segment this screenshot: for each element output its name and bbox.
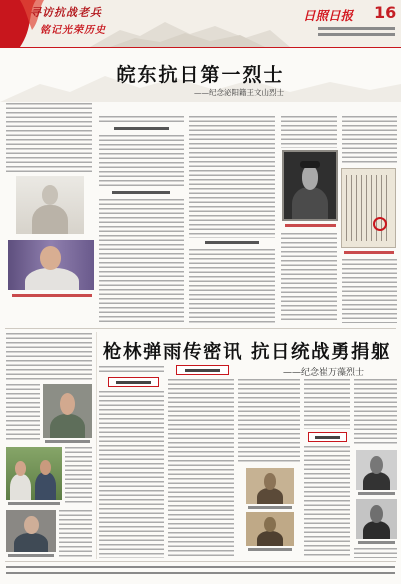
martyr-cap <box>300 161 321 168</box>
series-title-line2: 铭记光荣历史 <box>40 25 106 36</box>
article1-body-col4a <box>281 116 337 148</box>
photo-family-portrait-sepia <box>246 512 294 546</box>
photo-bw-portrait <box>356 499 397 539</box>
article2-boxed-subhead <box>176 365 229 375</box>
person-body <box>25 268 78 291</box>
article1-body-col3a <box>189 116 275 238</box>
document-handwriting <box>346 175 391 241</box>
person-body <box>363 472 391 490</box>
photo-caption <box>12 294 92 297</box>
boxed-subhead-text <box>315 436 341 439</box>
photo-caption <box>248 548 292 551</box>
person-body <box>35 472 56 500</box>
person-head <box>370 505 383 523</box>
page-number: 16 <box>374 3 397 22</box>
portrait-head <box>42 185 58 205</box>
person-head <box>40 460 51 475</box>
photo-bw-portrait <box>356 450 397 490</box>
article1-subhead <box>114 127 169 130</box>
portrait-body <box>32 205 67 234</box>
article2-body-col-b <box>168 379 234 558</box>
person-body <box>257 488 284 504</box>
photo-caption <box>8 502 60 505</box>
document-red-seal <box>373 217 387 231</box>
article2-body-col-e1 <box>354 379 397 446</box>
article1-headline: 皖东抗日第一烈士 <box>116 64 285 86</box>
article2-body-left-d <box>59 510 92 558</box>
photo-caption <box>358 492 395 495</box>
photo-martyr-portrait-sepia <box>246 468 294 504</box>
boxed-subhead-text <box>185 369 221 372</box>
page-header <box>0 0 401 47</box>
article2-body-left-a <box>6 333 92 380</box>
article1-body-col5b <box>342 259 397 323</box>
person-head <box>15 461 26 476</box>
article1-body-col5a <box>342 116 397 165</box>
article2-body-left-c <box>65 447 92 505</box>
article1-body-col3b <box>189 249 275 323</box>
photo-two-people-outdoors <box>6 447 62 500</box>
article1-body-col2b <box>99 135 184 188</box>
photo-historical-document <box>341 168 396 248</box>
person-head <box>370 456 383 474</box>
article1-subhead <box>112 191 170 194</box>
article2-body-left-b <box>6 384 40 442</box>
person-head <box>24 516 39 534</box>
column-divider <box>96 332 97 559</box>
footer-info-line <box>6 572 395 574</box>
article2-boxed-subhead <box>308 432 347 442</box>
article2-body-col-d2 <box>304 446 350 558</box>
article2-body-col-d1 <box>304 379 350 429</box>
photo-veteran-relative-seated <box>8 240 94 290</box>
person-head <box>264 473 276 490</box>
photo-caption <box>285 224 336 227</box>
martyr-head <box>302 165 319 189</box>
photo-caption <box>45 440 90 443</box>
series-title-line1: 寻访抗战老兵 <box>30 6 102 19</box>
article1-body-col1 <box>6 103 92 172</box>
person-body <box>363 521 391 539</box>
photo-caption <box>358 541 395 544</box>
header-editor-line <box>318 33 395 36</box>
person-body <box>10 474 30 501</box>
section-divider <box>5 328 396 329</box>
article1-body-col4b <box>281 233 337 323</box>
photo-caption <box>344 251 394 254</box>
person-body <box>14 533 48 552</box>
photo-veteran-portrait <box>43 384 92 438</box>
person-head <box>60 393 76 416</box>
footer-info-line <box>6 566 395 568</box>
masthead-logo: 日照日报 <box>303 8 354 23</box>
person-body <box>50 414 85 438</box>
article2-subtitle: ——纪念崔万藻烈士 <box>283 368 365 378</box>
boxed-subhead-text <box>116 381 150 384</box>
article2-body-col-a2 <box>99 391 164 558</box>
article1-subhead <box>205 241 259 244</box>
article1-body-col2c <box>99 199 184 323</box>
article2-body-col-a1 <box>99 366 164 374</box>
photo-caption <box>248 506 292 509</box>
article2-headline: 枪林弹雨传密讯 抗日统战勇捐躯 <box>103 342 391 363</box>
article2-body-col-e2 <box>354 548 397 558</box>
header-date-line <box>318 27 395 30</box>
article2-boxed-subhead <box>108 377 159 387</box>
article1-subtitle: ——纪念泌阳籍王文山烈士 <box>194 88 284 97</box>
article2-body-col-c <box>238 379 300 464</box>
photo-caption <box>8 554 54 557</box>
person-head <box>40 246 62 270</box>
photo-martyr-portrait <box>282 150 338 221</box>
person-head <box>264 517 276 533</box>
person-body <box>257 531 284 546</box>
article1-body-col2a <box>99 116 184 125</box>
photo-faint-portrait <box>16 176 84 234</box>
martyr-body <box>292 187 328 221</box>
photo-elderly-man <box>6 510 56 552</box>
footer-divider <box>5 561 396 562</box>
